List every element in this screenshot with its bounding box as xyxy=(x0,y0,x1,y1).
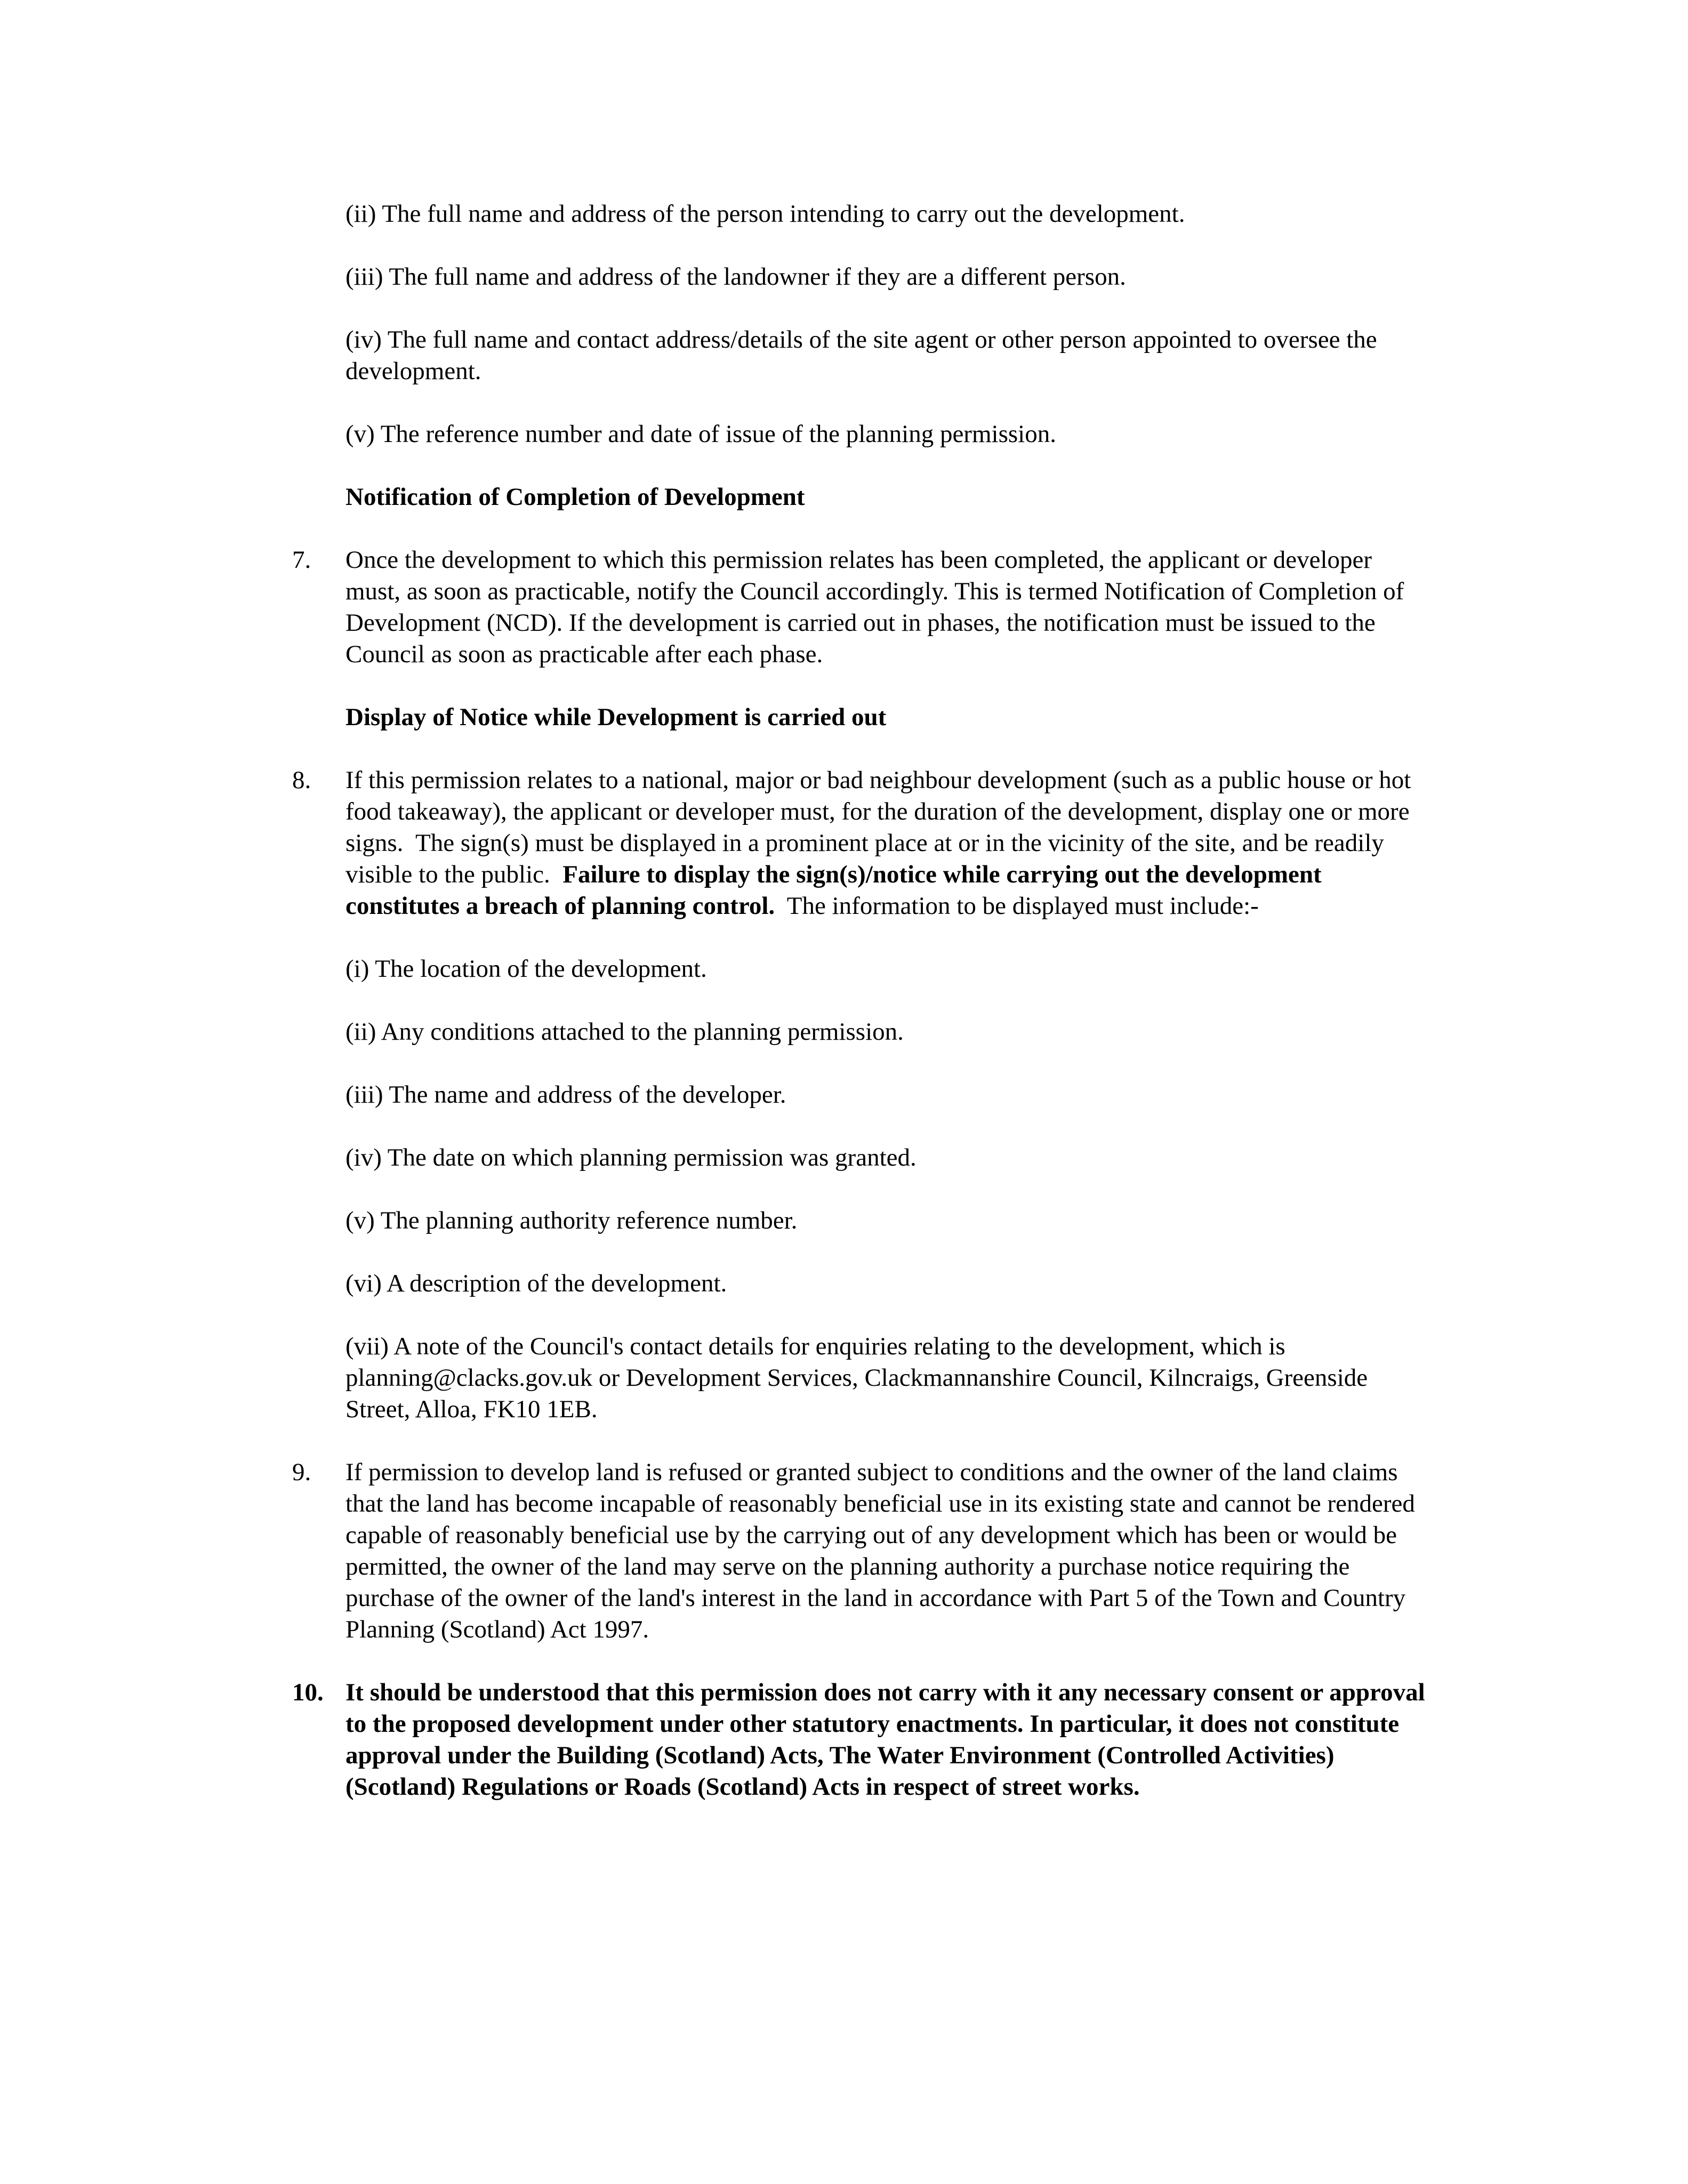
paragraph-text: If permission to develop land is refused or granted subject to conditions and the owner of the land claims that the land has become incapable of reasonably beneficial use in its existing state and cannot be rendered capable of reasonably beneficial use by the carrying out of any development which has been or would be permitted, the owner of the land may serve on the planning authority a purchase notice requiring the purchase of the owner of the land's interest in the land in accordance with Part 5 of the Town and Country Planning (Scotland) Act 1997. xyxy=(345,1458,1415,1643)
list-item: (vi) A description of the development. xyxy=(345,1270,727,1297)
page-content xyxy=(292,198,1428,1834)
list-item: (v) The planning authority reference number. xyxy=(345,1207,798,1234)
paragraph-number: 7. xyxy=(292,546,311,574)
paragraph-number: 10. xyxy=(292,1679,324,1706)
paragraph-9 xyxy=(292,1457,1428,1645)
list-item: (vii) A note of the Council's contact details for enquiries relating to the development, which is planning@clacks.gov.uk or Development Services, Clackmannanshire Council, Kilncraigs, Greenside Street, Alloa, FK10 1EB. xyxy=(345,1332,1368,1423)
paragraph-text-bold: It should be understood that this permission does not carry with it any necessary consent or approval to the proposed development under other statutory enactments. In particular, it does not constitute approval under the Building (Scotland) Acts, The Water Environment (Controlled Activities) (Scotland) Regulations or Roads (Scotland) Acts in respect of street works. xyxy=(345,1679,1425,1801)
list-item: (iii) The full name and address of the landowner if they are a different person. xyxy=(345,263,1126,291)
list-item: (v) The reference number and date of issue of the planning permission. xyxy=(345,420,1056,448)
paragraph-number: 8. xyxy=(292,766,311,794)
paragraph-10 xyxy=(292,1677,1428,1803)
paragraph-8 xyxy=(292,765,1428,922)
list-item: (ii) Any conditions attached to the planning permission. xyxy=(345,1018,904,1046)
section-heading-display-notice: Display of Notice while Development is carried out xyxy=(345,703,887,731)
list-item: (iii) The name and address of the developer. xyxy=(345,1081,786,1109)
paragraph-text: Once the development to which this permission relates has been completed, the applicant or developer must, as soon as practicable, notify the Council accordingly. This is termed Notification of Completion of Development (NCD). If the development is carried out in phases, the notification must be issued to the Council as soon as practicable after each phase. xyxy=(345,546,1404,668)
list-item: (iv) The date on which planning permission was granted. xyxy=(345,1144,917,1171)
list-item: (ii) The full name and address of the person intending to carry out the development. xyxy=(345,200,1185,228)
paragraph-text-bold: Failure to display the sign(s)/notice while carrying out the development constitutes a breach of planning control. xyxy=(345,861,1322,920)
section-heading-ncd: Notification of Completion of Development xyxy=(345,483,805,511)
paragraph-text: The information to be displayed must include:- xyxy=(775,892,1259,920)
paragraph-7 xyxy=(292,544,1428,670)
paragraph-number: 9. xyxy=(292,1458,311,1486)
paragraph-text: If this permission relates to a national, major or bad neighbour development (such as a public house or hot food takeaway), the applicant or developer must, for the duration of the development, display one or more signs. The sign(s) must be displayed in a prominent place at or in the vicinity of the site, and be readily visible to the public. xyxy=(345,766,1418,888)
list-item: (i) The location of the development. xyxy=(345,955,707,983)
list-item: (iv) The full name and contact address/details of the site agent or other person appointed to oversee the development. xyxy=(345,326,1377,385)
